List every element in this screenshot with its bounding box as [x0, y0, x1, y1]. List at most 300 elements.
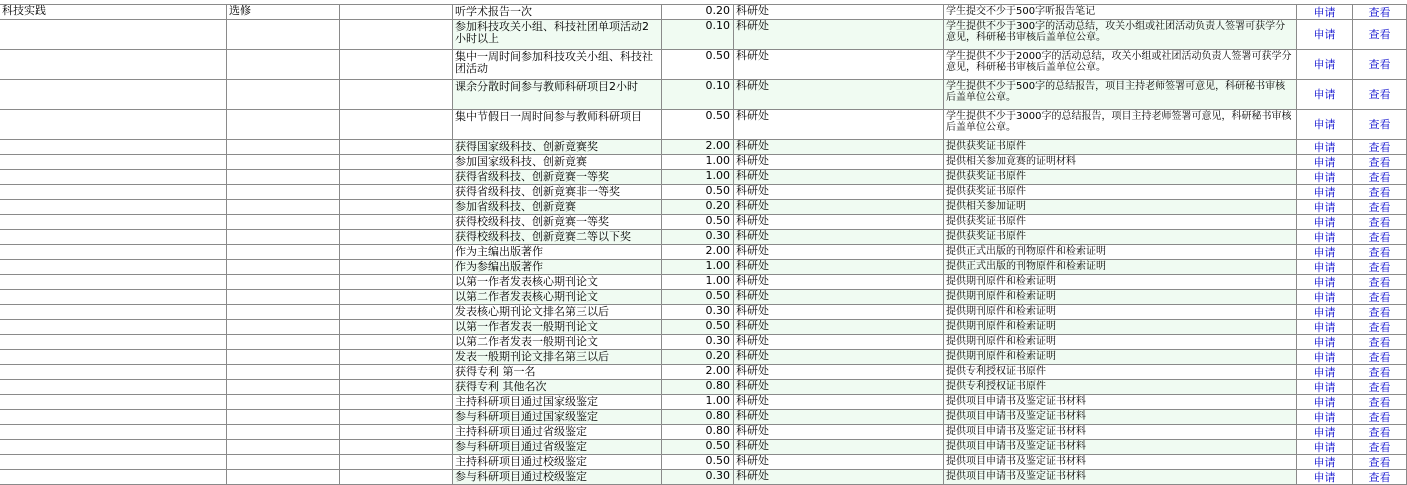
apply-cell: [1297, 320, 1353, 335]
course-type-cell: [227, 305, 340, 320]
course-type-cell: [227, 20, 340, 50]
course-type-cell: [227, 410, 340, 425]
apply-link[interactable]: 申请: [1313, 366, 1336, 379]
course-type-cell: [227, 215, 340, 230]
category-cell: [0, 185, 227, 200]
category-cell: [0, 20, 227, 50]
requirement-cell: 提供项目申请书及鉴定证书材料: [944, 425, 1297, 440]
category-cell: [0, 425, 227, 440]
department-cell: 科研处: [734, 170, 944, 185]
activity-item-cell: 课余分散时间参与教师科研项目2小时: [453, 80, 662, 110]
activity-item-cell: 参加科技攻关小组、科技社团单项活动2小时以上: [453, 20, 662, 50]
category-cell: [0, 110, 227, 140]
activity-item-cell: 听学术报告一次: [453, 5, 662, 20]
requirement-cell: 学生提供不少于3000字的总结报告，项目主持老师签署可意见，科研秘书审核后盖单位公章。: [944, 110, 1297, 140]
department-cell: 科研处: [734, 365, 944, 380]
empty-cell: [340, 80, 453, 110]
table-row: [0, 275, 1407, 290]
activity-item-cell: 主持科研项目通过省级鉴定: [453, 425, 662, 440]
requirement-cell: 提供专利授权证书原件: [944, 365, 1297, 380]
category-cell: [0, 335, 227, 350]
empty-cell: [340, 230, 453, 245]
activity-item-cell: 作为参编出版著作: [453, 260, 662, 275]
department-cell: 科研处: [734, 425, 944, 440]
view-cell: [1353, 50, 1407, 80]
credit-score-cell: 2.00: [662, 245, 734, 260]
credit-score-cell: 0.50: [662, 50, 734, 80]
table-row: [0, 110, 1407, 140]
requirement-cell: 提供正式出版的刊物原件和检索证明: [944, 245, 1297, 260]
requirement-cell: 提供专利授权证书原件: [944, 380, 1297, 395]
view-link[interactable]: 查看: [1368, 276, 1391, 289]
view-cell: [1353, 245, 1407, 260]
credit-score-cell: 0.80: [662, 425, 734, 440]
view-cell: [1353, 20, 1407, 50]
view-link[interactable]: 查看: [1368, 366, 1391, 379]
department-cell: 科研处: [734, 155, 944, 170]
apply-link[interactable]: 申请: [1313, 171, 1336, 184]
activity-item-cell: 参加国家级科技、创新竟赛: [453, 155, 662, 170]
category-cell: [0, 230, 227, 245]
requirement-cell: 提供期刊原件和检索证明: [944, 335, 1297, 350]
view-cell: [1353, 425, 1407, 440]
view-link[interactable]: 查看: [1368, 261, 1391, 274]
apply-link[interactable]: 申请: [1313, 426, 1336, 439]
view-cell: [1353, 380, 1407, 395]
apply-cell: [1297, 200, 1353, 215]
view-link[interactable]: 查看: [1368, 216, 1391, 229]
credit-score-cell: 0.50: [662, 215, 734, 230]
apply-cell: [1297, 170, 1353, 185]
apply-cell: [1297, 155, 1353, 170]
view-link[interactable]: 查看: [1368, 411, 1391, 424]
empty-cell: [340, 335, 453, 350]
apply-link[interactable]: 申请: [1313, 411, 1336, 424]
apply-cell: [1297, 260, 1353, 275]
apply-link[interactable]: 申请: [1313, 306, 1336, 319]
view-cell: [1353, 80, 1407, 110]
credit-score-cell: 2.00: [662, 365, 734, 380]
table-row: [0, 185, 1407, 200]
course-type-cell: [227, 335, 340, 350]
empty-cell: [340, 290, 453, 305]
category-cell: [0, 395, 227, 410]
requirement-cell: 学生提交不少于500字听报告笔记: [944, 5, 1297, 20]
category-cell: [0, 380, 227, 395]
view-cell: [1353, 140, 1407, 155]
table-row: [0, 395, 1407, 410]
credit-score-cell: 0.20: [662, 5, 734, 20]
table-row: [0, 365, 1407, 380]
table-row: [0, 200, 1407, 215]
category-cell: [0, 80, 227, 110]
category-cell: [0, 410, 227, 425]
apply-cell: [1297, 440, 1353, 455]
view-cell: [1353, 395, 1407, 410]
department-cell: 科研处: [734, 20, 944, 50]
table-row: [0, 290, 1407, 305]
view-link[interactable]: 查看: [1368, 336, 1391, 349]
view-cell: [1353, 290, 1407, 305]
apply-cell: [1297, 455, 1353, 470]
apply-link[interactable]: 申请: [1313, 141, 1336, 154]
requirement-cell: 提供期刊原件和检索证明: [944, 290, 1297, 305]
apply-cell: [1297, 20, 1353, 50]
category-cell: [0, 140, 227, 155]
apply-link[interactable]: 申请: [1313, 321, 1336, 334]
empty-cell: [340, 305, 453, 320]
table-row: [0, 350, 1407, 365]
category-cell: [0, 215, 227, 230]
empty-cell: [340, 185, 453, 200]
apply-cell: [1297, 185, 1353, 200]
apply-link[interactable]: 申请: [1313, 201, 1336, 214]
table-row: [0, 260, 1407, 275]
apply-link[interactable]: 申请: [1313, 231, 1336, 244]
requirement-cell: 提供期刊原件和检索证明: [944, 275, 1297, 290]
view-cell: [1353, 455, 1407, 470]
view-link[interactable]: 查看: [1368, 441, 1391, 454]
apply-link[interactable]: 申请: [1313, 441, 1336, 454]
credit-score-cell: 1.00: [662, 260, 734, 275]
category-cell: [0, 200, 227, 215]
apply-cell: [1297, 290, 1353, 305]
view-link[interactable]: 查看: [1368, 231, 1391, 244]
apply-cell: [1297, 410, 1353, 425]
requirement-cell: 提供项目申请书及鉴定证书材料: [944, 455, 1297, 470]
apply-link[interactable]: 申请: [1313, 156, 1336, 169]
activity-item-cell: 集中一周时间参加科技攻关小组、科技社团活动: [453, 50, 662, 80]
course-type-cell: [227, 350, 340, 365]
apply-cell: [1297, 140, 1353, 155]
apply-cell: [1297, 275, 1353, 290]
view-cell: [1353, 230, 1407, 245]
department-cell: 科研处: [734, 110, 944, 140]
activity-item-cell: 获得国家级科技、创新竟赛奖: [453, 140, 662, 155]
table-row: [0, 230, 1407, 245]
course-type-cell: [227, 155, 340, 170]
view-cell: [1353, 110, 1407, 140]
view-link[interactable]: 查看: [1368, 381, 1391, 394]
apply-link[interactable]: 申请: [1313, 246, 1336, 259]
view-link[interactable]: 查看: [1368, 201, 1391, 214]
requirement-cell: 提供获奖证书原件: [944, 170, 1297, 185]
view-link[interactable]: 查看: [1368, 156, 1391, 169]
apply-cell: [1297, 350, 1353, 365]
table-row: [0, 305, 1407, 320]
department-cell: 科研处: [734, 5, 944, 20]
empty-cell: [340, 50, 453, 80]
apply-link[interactable]: 申请: [1313, 276, 1336, 289]
view-cell: [1353, 170, 1407, 185]
empty-cell: [340, 365, 453, 380]
table-row: [0, 50, 1407, 80]
credit-score-cell: 0.50: [662, 185, 734, 200]
requirement-cell: 提供获奖证书原件: [944, 140, 1297, 155]
activity-item-cell: 主持科研项目通过校级鉴定: [453, 455, 662, 470]
credit-score-cell: 0.80: [662, 410, 734, 425]
empty-cell: [340, 110, 453, 140]
view-link[interactable]: 查看: [1368, 456, 1391, 469]
requirement-cell: 学生提供不少于2000字的活动总结，攻关小组或社团活动负责人签署可获学分意见，科研秘书审核后盖单位公章。: [944, 50, 1297, 80]
apply-link[interactable]: 申请: [1313, 471, 1336, 484]
apply-cell: [1297, 80, 1353, 110]
department-cell: 科研处: [734, 140, 944, 155]
apply-cell: [1297, 380, 1353, 395]
empty-cell: [340, 320, 453, 335]
credit-score-cell: 0.30: [662, 470, 734, 485]
course-type-cell: [227, 260, 340, 275]
department-cell: 科研处: [734, 305, 944, 320]
apply-link[interactable]: 申请: [1313, 216, 1336, 229]
view-cell: [1353, 305, 1407, 320]
activity-item-cell: 以第二作者发表核心期刊论文: [453, 290, 662, 305]
apply-cell: [1297, 245, 1353, 260]
view-link[interactable]: 查看: [1368, 426, 1391, 439]
course-type-cell: [227, 50, 340, 80]
view-link[interactable]: 查看: [1368, 141, 1391, 154]
activity-item-cell: 发表核心期刊论文排名第三以后: [453, 305, 662, 320]
credit-score-cell: 0.10: [662, 20, 734, 50]
view-cell: [1353, 365, 1407, 380]
table-row: [0, 425, 1407, 440]
view-cell: [1353, 275, 1407, 290]
empty-cell: [340, 20, 453, 50]
category-cell: [0, 455, 227, 470]
requirement-cell: 提供相关参加证明: [944, 200, 1297, 215]
table-row: [0, 455, 1407, 470]
category-cell: [0, 365, 227, 380]
view-link[interactable]: 查看: [1368, 186, 1391, 199]
table-row: [0, 410, 1407, 425]
empty-cell: [340, 275, 453, 290]
department-cell: 科研处: [734, 215, 944, 230]
view-link[interactable]: 查看: [1368, 58, 1391, 71]
activity-item-cell: 集中节假日一周时间参与教师科研项目: [453, 110, 662, 140]
empty-cell: [340, 140, 453, 155]
view-cell: [1353, 155, 1407, 170]
empty-cell: [340, 455, 453, 470]
empty-cell: [340, 350, 453, 365]
table-row: [0, 155, 1407, 170]
category-cell: [0, 155, 227, 170]
table-row: [0, 5, 1407, 20]
view-link[interactable]: 查看: [1368, 291, 1391, 304]
view-link[interactable]: 查看: [1368, 171, 1391, 184]
credit-score-cell: 1.00: [662, 275, 734, 290]
department-cell: 科研处: [734, 50, 944, 80]
empty-cell: [340, 215, 453, 230]
credit-score-cell: 0.30: [662, 335, 734, 350]
requirement-cell: 学生提供不少于500字的总结报告，项目主持老师签署可意见，科研秘书审核后盖单位公章。: [944, 80, 1297, 110]
empty-cell: [340, 410, 453, 425]
course-type-cell: [227, 425, 340, 440]
view-cell: [1353, 200, 1407, 215]
activity-item-cell: 参与科研项目通过校级鉴定: [453, 470, 662, 485]
view-link[interactable]: 查看: [1368, 88, 1391, 101]
course-type-cell: [227, 365, 340, 380]
credit-score-cell: 0.50: [662, 455, 734, 470]
course-type-cell: [227, 440, 340, 455]
activity-item-cell: 获得省级科技、创新竟赛一等奖: [453, 170, 662, 185]
view-link[interactable]: 查看: [1368, 118, 1391, 131]
course-type-cell: [227, 200, 340, 215]
department-cell: 科研处: [734, 455, 944, 470]
empty-cell: [340, 440, 453, 455]
department-cell: 科研处: [734, 335, 944, 350]
activity-item-cell: 发表一般期刊论文排名第三以后: [453, 350, 662, 365]
category-cell: [0, 440, 227, 455]
activity-item-cell: 获得专利 其他名次: [453, 380, 662, 395]
apply-cell: [1297, 230, 1353, 245]
apply-link[interactable]: 申请: [1313, 88, 1336, 101]
requirement-cell: 提供期刊原件和检索证明: [944, 320, 1297, 335]
requirement-cell: 提供项目申请书及鉴定证书材料: [944, 410, 1297, 425]
view-cell: [1353, 350, 1407, 365]
table-row: [0, 80, 1407, 110]
apply-link[interactable]: 申请: [1313, 261, 1336, 274]
activity-item-cell: 以第一作者发表一般期刊论文: [453, 320, 662, 335]
category-cell: [0, 50, 227, 80]
course-type-cell: [227, 395, 340, 410]
apply-link[interactable]: 申请: [1313, 186, 1336, 199]
course-type-cell: [227, 275, 340, 290]
view-cell: [1353, 215, 1407, 230]
credit-score-cell: 1.00: [662, 395, 734, 410]
credit-score-cell: 0.20: [662, 200, 734, 215]
apply-cell: [1297, 110, 1353, 140]
department-cell: 科研处: [734, 440, 944, 455]
department-cell: 科研处: [734, 260, 944, 275]
requirement-cell: 提供获奖证书原件: [944, 230, 1297, 245]
department-cell: 科研处: [734, 470, 944, 485]
activity-item-cell: 获得校级科技、创新竟赛一等奖: [453, 215, 662, 230]
table-row: [0, 215, 1407, 230]
department-cell: 科研处: [734, 320, 944, 335]
credit-score-cell: 0.50: [662, 290, 734, 305]
credit-score-cell: 0.50: [662, 110, 734, 140]
apply-link[interactable]: 申请: [1313, 118, 1336, 131]
apply-cell: [1297, 425, 1353, 440]
apply-link[interactable]: 申请: [1313, 381, 1336, 394]
requirement-cell: 提供相关参加竟赛的证明材料: [944, 155, 1297, 170]
requirement-cell: 提供期刊原件和检索证明: [944, 305, 1297, 320]
view-cell: [1353, 440, 1407, 455]
category-cell: [0, 245, 227, 260]
course-type-cell: [227, 140, 340, 155]
view-cell: [1353, 5, 1407, 20]
credit-score-cell: 0.80: [662, 380, 734, 395]
table-row: [0, 440, 1407, 455]
apply-cell: [1297, 335, 1353, 350]
course-type-cell: [227, 170, 340, 185]
department-cell: 科研处: [734, 410, 944, 425]
credit-score-cell: 1.00: [662, 170, 734, 185]
view-link[interactable]: 查看: [1368, 471, 1391, 484]
credit-score-cell: 0.50: [662, 440, 734, 455]
category-cell: [0, 350, 227, 365]
credit-score-cell: 2.00: [662, 140, 734, 155]
category-cell: [0, 305, 227, 320]
requirement-cell: 提供项目申请书及鉴定证书材料: [944, 440, 1297, 455]
view-link[interactable]: 查看: [1368, 351, 1391, 364]
course-type-cell: [227, 380, 340, 395]
department-cell: 科研处: [734, 245, 944, 260]
apply-link[interactable]: 申请: [1313, 58, 1336, 71]
category-cell: 科技实践: [0, 5, 227, 20]
apply-link[interactable]: 申请: [1313, 291, 1336, 304]
apply-link[interactable]: 申请: [1313, 351, 1336, 364]
department-cell: 科研处: [734, 380, 944, 395]
category-cell: [0, 290, 227, 305]
requirement-cell: 提供正式出版的刊物原件和检索证明: [944, 260, 1297, 275]
activity-item-cell: 参与科研项目通过省级鉴定: [453, 440, 662, 455]
table-row: [0, 320, 1407, 335]
department-cell: 科研处: [734, 395, 944, 410]
view-link[interactable]: 查看: [1368, 6, 1391, 19]
activity-item-cell: 获得省级科技、创新竟赛非一等奖: [453, 185, 662, 200]
credit-score-cell: 0.30: [662, 305, 734, 320]
course-type-cell: 选修: [227, 5, 340, 20]
view-cell: [1353, 260, 1407, 275]
apply-link[interactable]: 申请: [1313, 396, 1336, 409]
apply-link[interactable]: 申请: [1313, 28, 1336, 41]
table-row: [0, 335, 1407, 350]
course-type-cell: [227, 245, 340, 260]
department-cell: 科研处: [734, 230, 944, 245]
category-cell: [0, 320, 227, 335]
course-type-cell: [227, 320, 340, 335]
view-link[interactable]: 查看: [1368, 321, 1391, 334]
credit-score-cell: 0.20: [662, 350, 734, 365]
empty-cell: [340, 200, 453, 215]
table-row: [0, 245, 1407, 260]
view-link[interactable]: 查看: [1368, 306, 1391, 319]
apply-link[interactable]: 申请: [1313, 336, 1336, 349]
activity-item-cell: 获得专利 第一名: [453, 365, 662, 380]
requirement-cell: 提供获奖证书原件: [944, 185, 1297, 200]
table-row: [0, 140, 1407, 155]
course-type-cell: [227, 110, 340, 140]
course-type-cell: [227, 290, 340, 305]
department-cell: 科研处: [734, 350, 944, 365]
department-cell: 科研处: [734, 80, 944, 110]
table-row: [0, 20, 1407, 50]
requirement-cell: 学生提供不少于300字的活动总结，攻关小组或社团活动负责人签署可获学分意见，科研秘书审核后盖单位公章。: [944, 20, 1297, 50]
apply-link[interactable]: 申请: [1313, 6, 1336, 19]
view-link[interactable]: 查看: [1368, 396, 1391, 409]
credit-score-cell: 1.00: [662, 155, 734, 170]
empty-cell: [340, 245, 453, 260]
activity-item-cell: 作为主编出版著作: [453, 245, 662, 260]
view-link[interactable]: 查看: [1368, 28, 1391, 41]
requirement-cell: 提供获奖证书原件: [944, 215, 1297, 230]
requirement-cell: 提供期刊原件和检索证明: [944, 350, 1297, 365]
apply-cell: [1297, 365, 1353, 380]
course-type-cell: [227, 230, 340, 245]
category-cell: [0, 275, 227, 290]
empty-cell: [340, 155, 453, 170]
apply-link[interactable]: 申请: [1313, 456, 1336, 469]
credit-score-cell: 0.50: [662, 320, 734, 335]
department-cell: 科研处: [734, 185, 944, 200]
category-cell: [0, 260, 227, 275]
view-link[interactable]: 查看: [1368, 246, 1391, 259]
apply-cell: [1297, 215, 1353, 230]
course-type-cell: [227, 185, 340, 200]
category-cell: [0, 170, 227, 185]
department-cell: 科研处: [734, 290, 944, 305]
